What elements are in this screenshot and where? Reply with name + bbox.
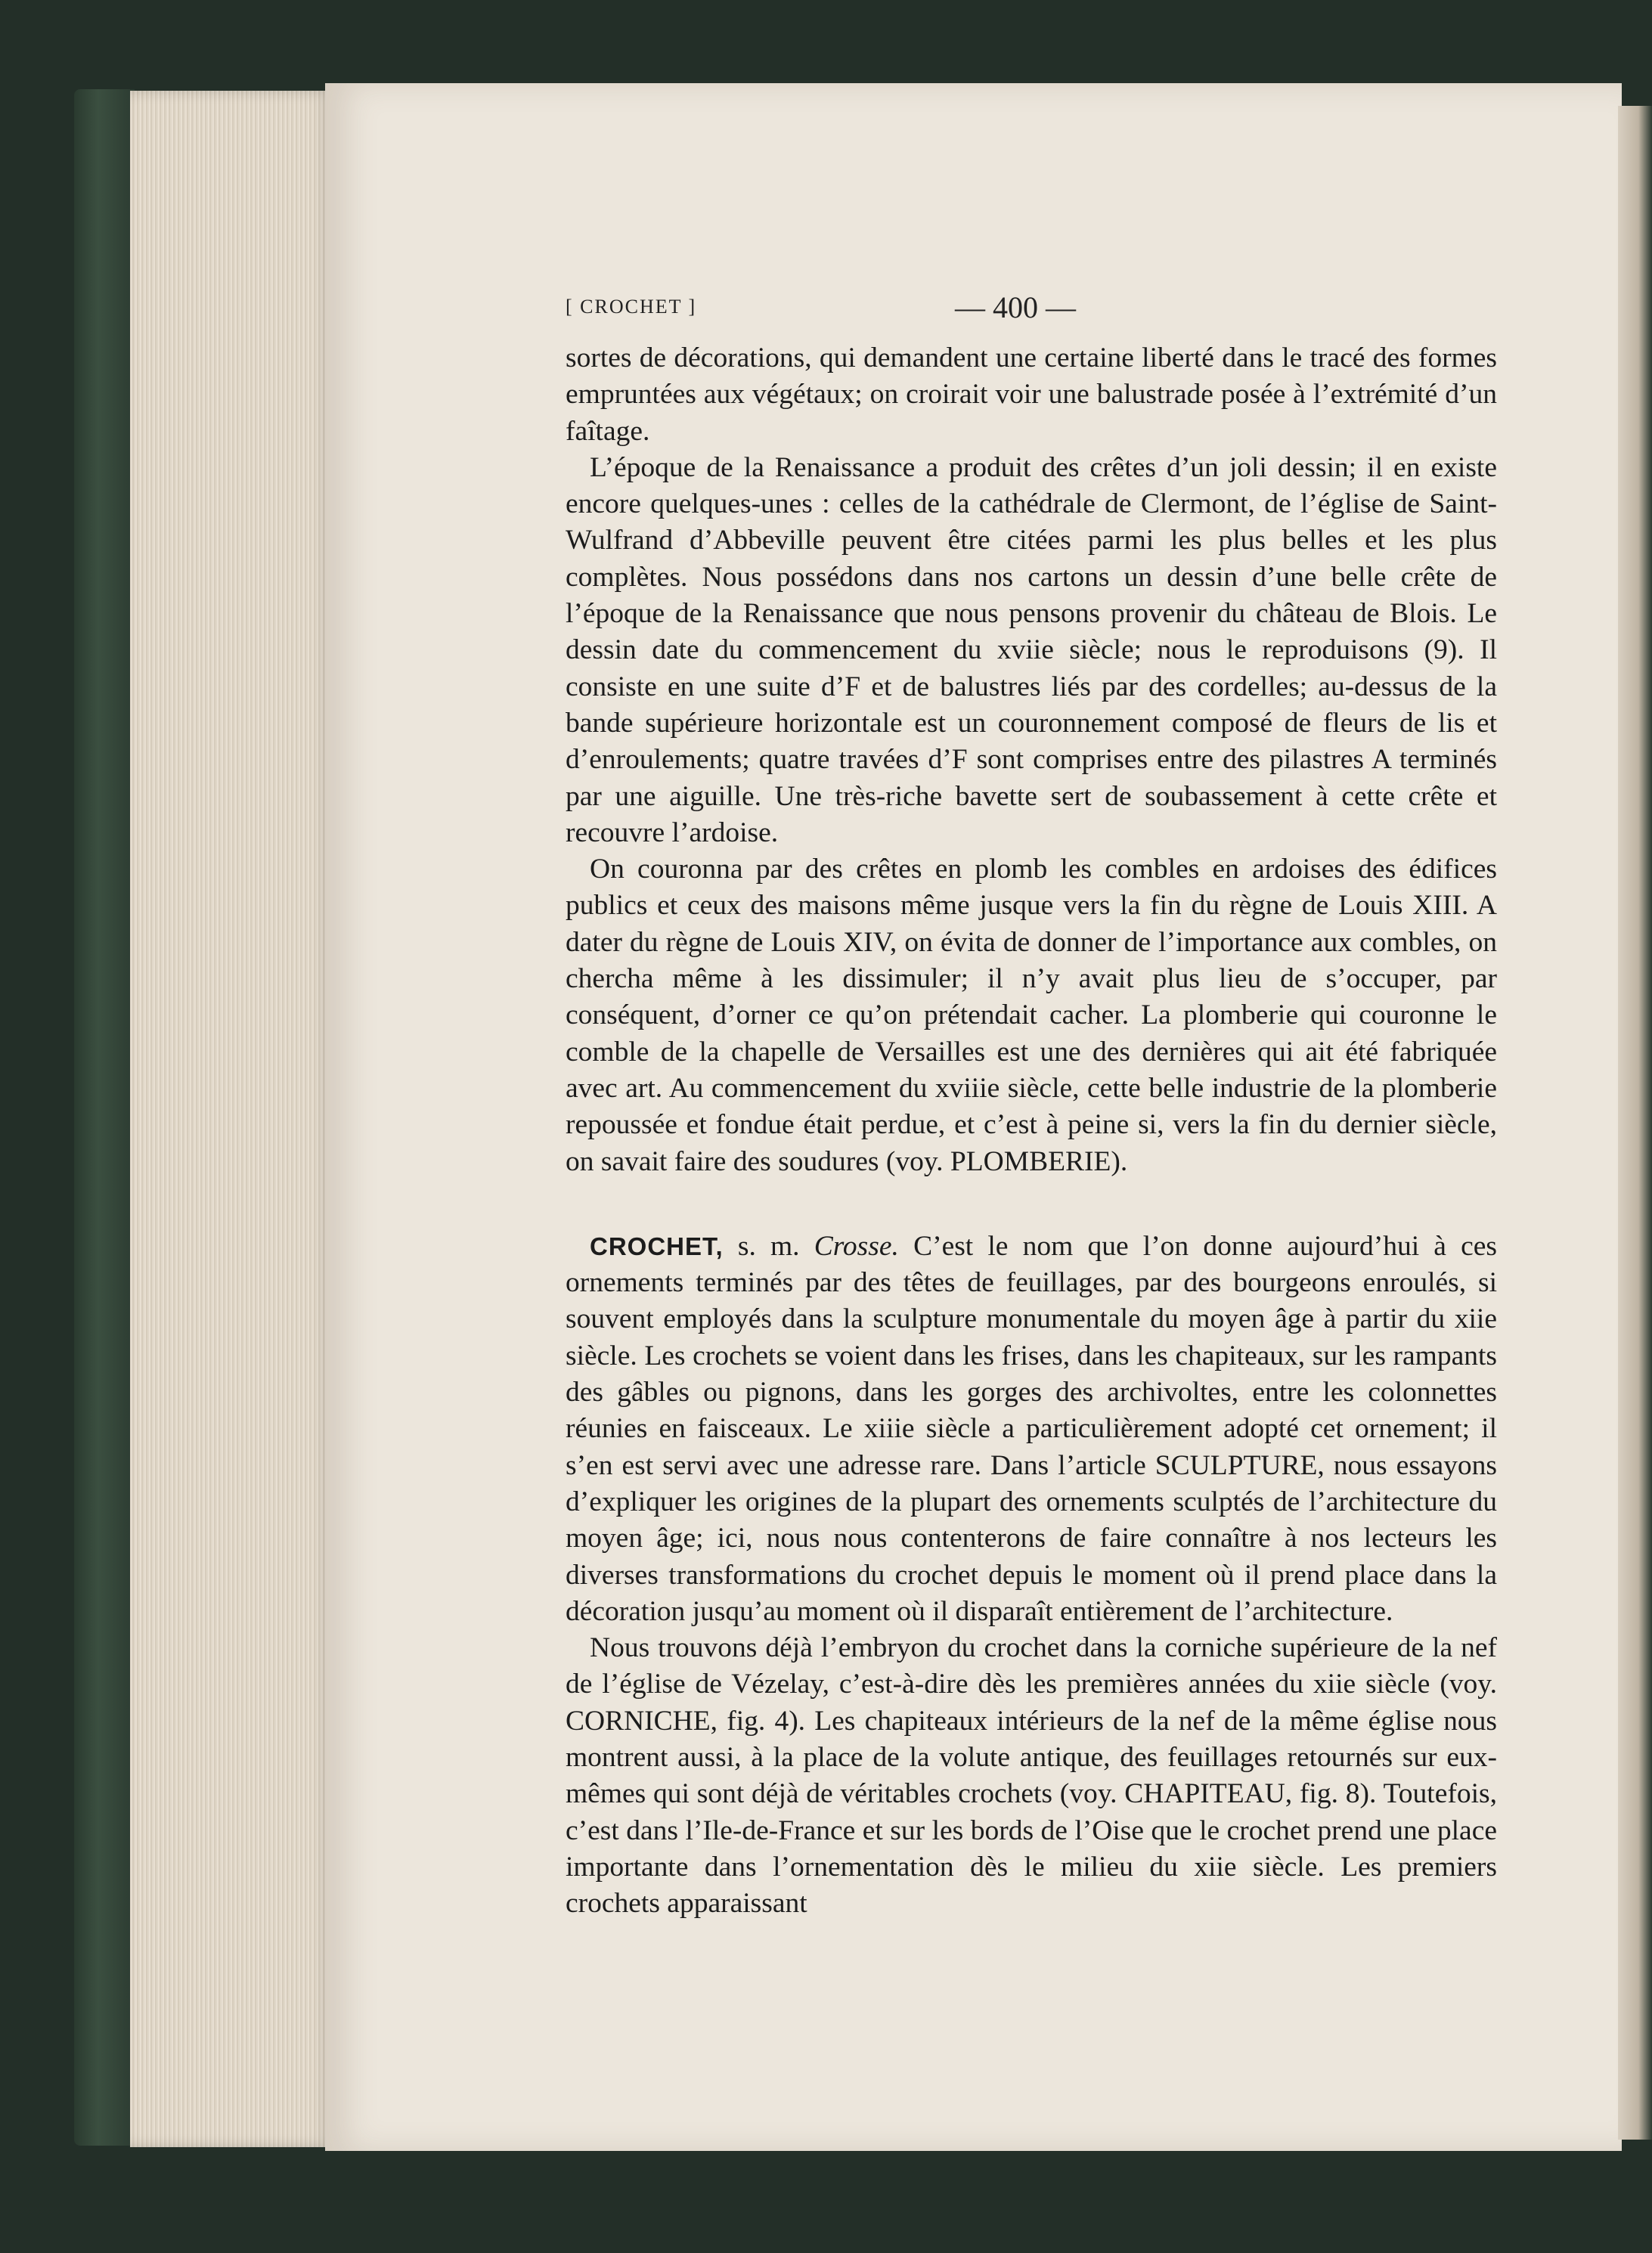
paragraph-3: On couronna par des crêtes en plomb les combles en ardoises des édifices publics et ceux des maisons même jusque vers la fin du règne de Louis XIII. A dater du règne de Louis XIV, on évita de donner de l’importance aux combles, on chercha même à les dissimuler; il n’y avait plus lieu de s’occuper, par conséquent, d’orner ce qu’on prétendait cacher. La plomberie qui couronne le comble de la chapelle de Versailles est une des dernières qui ait été fabriquée avec art. Au commencement du xviiie siècle, cette belle industrie de la plomberie repoussée et fondue était perdue, et c’est à peine si, vers la fin du dernier siècle, on savait faire des soudures (voy. PLOMBERIE). bbox=[566, 854, 1497, 1177]
paragraph-2: L’époque de la Renaissance a produit des crêtes d’un joli dessin; il en existe encore quelques-unes : celles de la cathédrale de Clermont, de l’église de Saint-Wulfrand d’Abbeville peuvent être citées parmi les plus belles et les plus complètes. Nous possédons dans nos cartons un dessin d’une belle crête de l’époque de la Renaissance que nous pensons provenir du château de Blois. Le dessin date du commencement du xviie siècle; nous le reproduisons (9). Il consiste en une suite d’F et de balustres liés par des cordelles; au-dessus de la bande supérieure horizontale est un couronnement composé de fleurs de lis et d’enroulements; quatre travées d’F sont comprises entre des pilastres A terminés par une aiguille. Une très-riche bavette sert de soubassement à cette crête et recouvre l’ardoise. bbox=[566, 451, 1497, 848]
page-right-edge bbox=[1618, 106, 1652, 2140]
entry-synonym: Crosse. bbox=[814, 1230, 899, 1262]
running-head: [ CROCHET ] bbox=[566, 296, 697, 318]
paragraph-1: sortes de décorations, qui demandent une certaine liberté dans le tracé des formes empruntées aux végétaux; on croirait voir une balustrade posée à l’extrémité d’un faîtage. bbox=[566, 342, 1497, 447]
dictionary-entry bbox=[566, 1229, 1497, 1630]
book-cover-spine bbox=[74, 89, 135, 2146]
paragraph-5: Nous trouvons déjà l’embryon du crochet dans la corniche supérieure de la nef de l’église de Vézelay, c’est-à-dire dès les premières années du xiie siècle (voy. CORNICHE, fig. 4). Les chapiteaux intérieurs de la nef de la même église nous montrent aussi, à la place de la volute antique, des feuillages retournés sur eux-mêmes qui sont déjà de véritables crochets (voy. CHAPITEAU, fig. 8). Toutefois, c’est dans l’Ile-de-France et sur les bords de l’Oise que le crochet prend une place importante dans l’ornementation dès le milieu du xiie siècle. Les premiers crochets apparaissant bbox=[566, 1632, 1497, 1920]
entry-definition: C’est le nom que l’on donne aujourd’hui à ces ornements terminés par des têtes de feuillages, par des bourgeons enroulés, si souvent employés dans la sculpture monumentale du moyen âge à partir du xiie siècle. Les crochets se voient dans les frises, dans les chapiteaux, sur les rampants des gâbles ou pignons, dans les gorges des archivoltes, entre les colonnettes réunies en faisceaux. Le xiiie siècle a particulièrement adopté cet ornement; il s’en est servi avec une adresse rare. Dans l’article SCULPTURE, nous essayons d’expliquer les origines de la plupart des ornements sculptés de l’architecture du moyen âge; ici, nous nous contenterons de faire connaître à nos lecteurs les diverses transformations du crochet depuis le moment où il prend place dans la décoration jusqu’au moment où il disparaît entièrement de l’architecture. bbox=[566, 1230, 1497, 1627]
page-edges bbox=[130, 91, 334, 2147]
entry-grammar: s. m. bbox=[737, 1230, 800, 1262]
page-number: — 400 — bbox=[955, 290, 1076, 324]
page-header bbox=[566, 290, 1497, 327]
body-text bbox=[566, 340, 1497, 1922]
entry-headword: CROCHET, bbox=[590, 1232, 724, 1260]
